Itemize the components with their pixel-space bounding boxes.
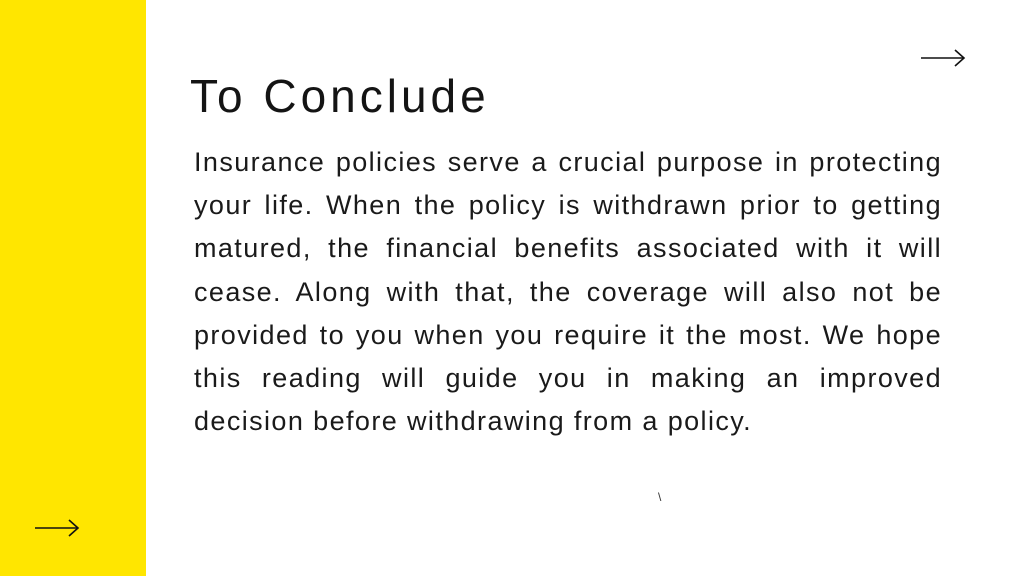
arrow-right-icon bbox=[920, 48, 966, 68]
slide-title: To Conclude bbox=[190, 70, 490, 122]
accent-sidebar bbox=[0, 0, 146, 576]
stray-mark: \ bbox=[658, 490, 662, 504]
arrow-right-icon bbox=[34, 518, 80, 538]
conclusion-paragraph: Insurance policies serve a crucial purpose in protecting your life. When the policy is withdrawn prior to getting matured, the financial benefits associated with it will cease. Along with that, the coverage will also not be provided to you when you require it the most. We hope this reading will guide you in making an improved decision before withdrawing from a policy. bbox=[194, 147, 942, 437]
